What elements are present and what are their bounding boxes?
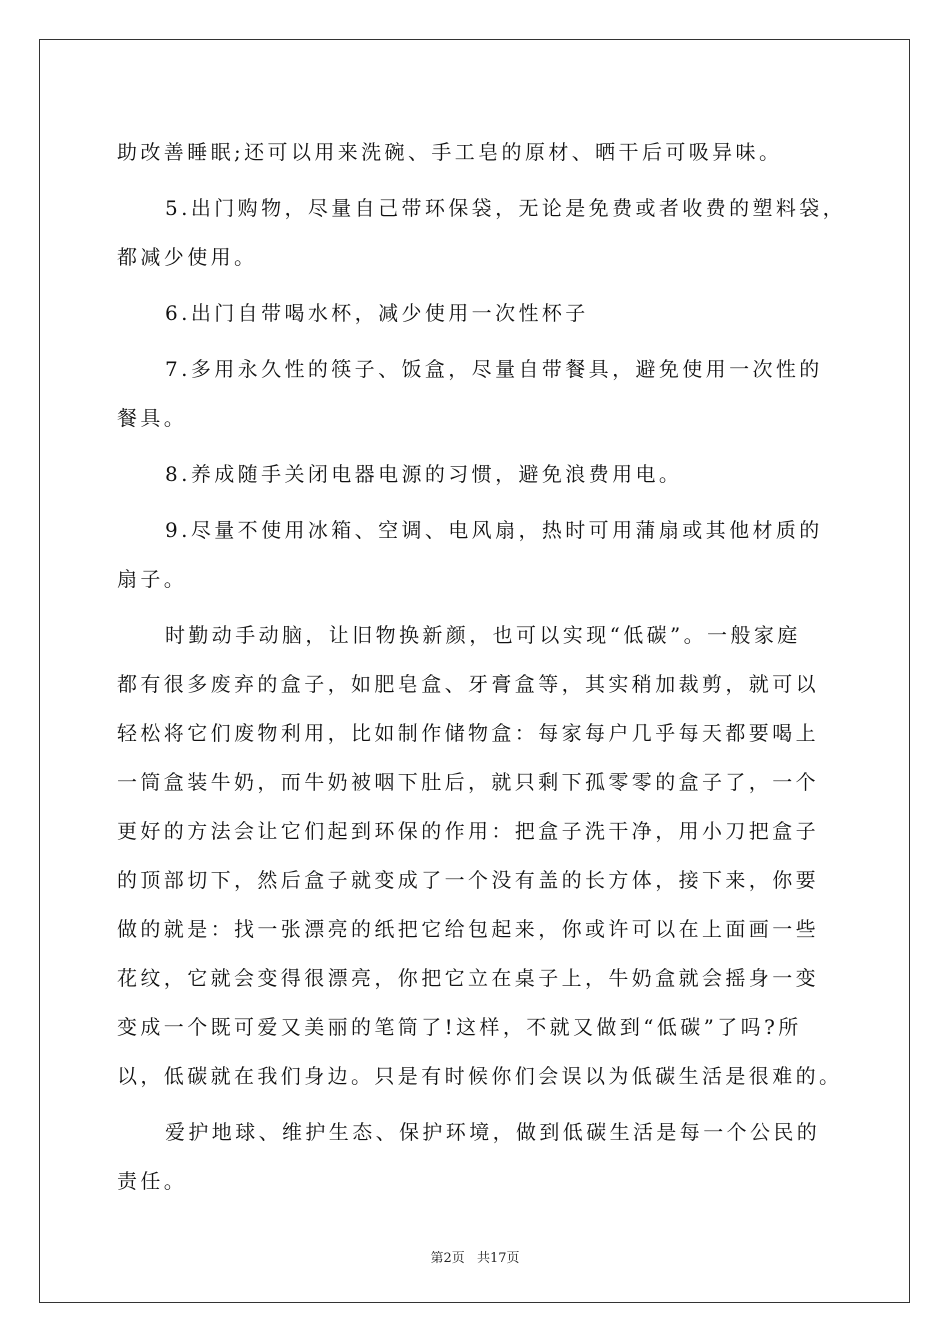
text-line: 都减少使用。 <box>117 245 258 269</box>
text-line: 更好的方法会让它们起到环保的作用：把盒子洗干净，用小刀把盒子 <box>117 819 819 843</box>
text-line: 扇子。 <box>117 567 188 591</box>
text-line: 时勤动手动脑，让旧物换新颜，也可以实现“低碳”。一般家庭 <box>165 623 801 647</box>
total-pages: 共17页 <box>476 1251 520 1266</box>
text-line: 都有很多废弃的盒子，如肥皂盒、牙膏盒等，其实稍加裁剪，就可以 <box>117 672 819 696</box>
text-line: 做的就是：找一张漂亮的纸把它给包起来，你或许可以在上面画一些 <box>117 917 819 941</box>
paragraph <box>117 289 839 338</box>
text-line: 以，低碳就在我们身边。只是有时候你们会误以为低碳生活是很难的。 <box>117 1064 843 1088</box>
paragraph <box>117 345 839 443</box>
text-line: 爱护地球、维护生态、保护环境，做到低碳生活是每一个公民的 <box>165 1120 821 1144</box>
text-line: 责任。 <box>117 1169 188 1193</box>
text-line: 变成一个既可爱又美丽的笔筒了!这样，不就又做到“低碳”了吗?所 <box>117 1015 802 1039</box>
paragraph <box>117 184 847 282</box>
page-number: 第2页 <box>430 1251 465 1266</box>
paragraph <box>117 128 839 177</box>
text-line: 一筒盒装牛奶，而牛奶被咽下肚后，就只剩下孤零零的盒子了，一个 <box>117 770 819 794</box>
paragraph <box>117 450 839 499</box>
text-line: 8.养成随手关闭电器电源的习惯，避免浪费用电。 <box>165 462 683 486</box>
text-line: 的顶部切下，然后盒子就变成了一个没有盖的长方体，接下来，你要 <box>117 868 819 892</box>
text-line: 6.出门自带喝水杯，减少使用一次性杯子 <box>165 301 589 325</box>
paragraph <box>117 506 839 604</box>
document-body <box>117 128 847 1206</box>
paragraph <box>117 611 843 1101</box>
text-line: 餐具。 <box>117 406 188 430</box>
text-line: 花纹，它就会变得很漂亮，你把它立在桌子上，牛奶盒就会摇身一变 <box>117 966 819 990</box>
text-line: 7.多用永久性的筷子、饭盒，尽量自带餐具，避免使用一次性的 <box>165 357 823 381</box>
text-line: 5.出门购物，尽量自己带环保袋，无论是免费或者收费的塑料袋， <box>165 196 847 220</box>
text-line: 9.尽量不使用冰箱、空调、电风扇，热时可用蒲扇或其他材质的 <box>165 518 823 542</box>
paragraph <box>117 1108 839 1206</box>
text-line: 轻松将它们废物利用，比如制作储物盒：每家每户几乎每天都要喝上 <box>117 721 819 745</box>
text-line: 助改善睡眠;还可以用来洗碗、手工皂的原材、晒干后可吸异味。 <box>117 140 783 164</box>
page-footer <box>0 1247 950 1266</box>
